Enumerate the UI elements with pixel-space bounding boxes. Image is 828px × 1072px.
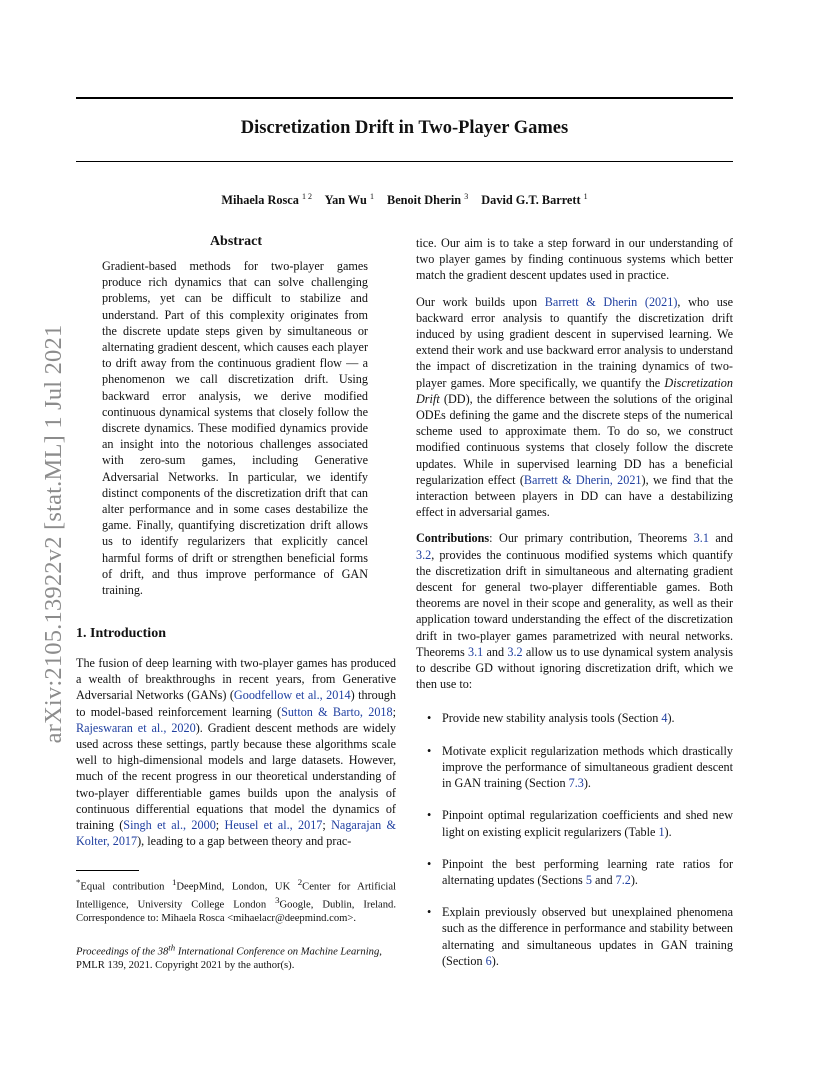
theorem-link[interactable]: 3.2 [507, 644, 523, 659]
paragraph [76, 655, 396, 865]
paragraph-text: ), we find that the interaction between players in DD can have a destabilizing effect in adversarial games. [416, 472, 733, 520]
paragraph-text: , provides the continuous modified systems which quantify the discretization drift in simultaneous and alternating gradient descent for general two-player differentiable games. Both theorems are novel in their scope and generality, as well as their application toward understanding the effect of the discretization drift in two-player games parametrized with neural networks. Theorems [416, 547, 733, 659]
theorem-link[interactable]: 3.2 [416, 547, 432, 562]
right-column [416, 235, 733, 985]
list-item-text: ). [583, 776, 591, 791]
paragraph-text: and [483, 644, 508, 659]
arxiv-identifier: arXiv:2105.13922v2 [stat.ML] 1 Jul 2021 [40, 324, 67, 744]
theorem-link[interactable]: 3.1 [693, 531, 709, 546]
paragraph-text: ; [322, 818, 332, 833]
citation-link[interactable]: Heusel et al., 2017 [224, 818, 323, 833]
footnote-text: Equal contribution [80, 881, 172, 893]
list-item-text: ). [630, 872, 638, 887]
proceedings-sup: th [168, 942, 176, 952]
paragraph-text: , who use backward error analysis to quantify the discretization drift induced by using gradient descent in supervised learning. We extend their work and use backward error analysis to understand the impact of discretization in the training dynamics of two-player games. More specifically, we quantify the [416, 294, 733, 390]
list-item [416, 904, 733, 969]
emphasized-term: Discretization Drift [416, 375, 733, 406]
footnote-mark: 1 [171, 877, 177, 887]
section-link[interactable]: 7.3 [568, 776, 584, 791]
paragraph-text: : Our primary contribution, Theorems [489, 531, 694, 546]
paper-title: Discretization Drift in Two-Player Games [240, 118, 569, 138]
section-link[interactable]: 4 [661, 711, 668, 726]
paragraph [416, 235, 733, 284]
author-name: David G.T. Barrett [481, 193, 581, 208]
title-bottom-rule [76, 161, 733, 162]
footnote-text: Google, Dublin, Ireland. Correspondence to: Mihaela Rosca <mihaelacr@deepmind.com>. [76, 899, 396, 925]
citation-link[interactable]: Nagarajan & Kolter, 2017 [76, 818, 396, 849]
abstract-heading: Abstract [209, 234, 263, 249]
paragraph-text: The fusion of deep learning with two-player games has produced a wealth of breakthroughs in recent years, from Generative Adversarial Networks (GANs) ( [76, 656, 396, 703]
citation-link[interactable]: Barrett & Dherin, 2021 [523, 472, 642, 487]
section-link[interactable]: 6 [485, 953, 492, 968]
list-item [416, 710, 733, 726]
citation-link[interactable]: Sutton & Barto, 2018 [281, 704, 393, 719]
section-link[interactable]: 1 [658, 824, 665, 839]
list-item-text: ). [664, 824, 672, 839]
paragraph-text: ; [215, 818, 225, 833]
contribution-list [416, 710, 733, 968]
list-item-text: and [591, 872, 616, 887]
section-link[interactable]: 5 [585, 872, 592, 887]
proceedings-text: Proceedings of the 38 [76, 946, 169, 958]
footnote-mark: 3 [275, 895, 280, 906]
paragraph [416, 294, 733, 521]
author-list [76, 192, 733, 208]
paragraph-text: Our work builds upon [416, 294, 545, 309]
proceedings-note [76, 941, 396, 973]
author-affiliation: 3 [464, 192, 469, 201]
paragraph-text: allow us to use dynamical system analysis to describe GD without ignoring discretization drift, which we then use to: [416, 644, 733, 692]
author-name: Yan Wu [324, 193, 367, 208]
section-heading: 1. Introduction [76, 626, 166, 641]
author-name: Mihaela Rosca [221, 193, 299, 208]
top-rule [76, 97, 733, 99]
paragraph-text: ). Gradient descent methods are widely used across these settings, partly because these algorithms scale well to high-dimensional models and large datasets. However, much of the recent progress in our theoretical understanding of two-player differentiable games builds upon the analysis of continuous differential equations that model the dynamics of training ( [76, 720, 396, 833]
footnote-mark: * [76, 877, 81, 887]
proceedings-text: International Conference on Machine Learning [175, 946, 380, 958]
footnote-text: Center for Artificial Intelligence, University College London [76, 881, 396, 911]
list-item [416, 743, 733, 792]
paragraph-text: ), leading to a gap between theory and prac- [137, 834, 352, 849]
author-affiliation: 1 [369, 192, 374, 201]
list-item-text: Provide new stability analysis tools (Section [442, 711, 662, 726]
footnote-mark: 2 [297, 877, 303, 887]
footnote-rule [76, 870, 139, 871]
list-item-text: Motivate explicit regularization methods which drastically improve the performance of simultaneous gradient descent in GAN training (Section [442, 743, 733, 791]
list-item [416, 856, 733, 888]
list-item-text: Pinpoint optimal regularization coefficients and shed new light on existing explicit regularizers (Table [442, 808, 733, 839]
proceedings-text: , PMLR 139, 2021. Copyright 2021 by the author(s). [76, 946, 382, 972]
author-affiliation: 1 [583, 192, 588, 201]
section-link[interactable]: 7.2 [615, 872, 631, 887]
author-name: Benoit Dherin [387, 193, 462, 208]
list-item [416, 807, 733, 839]
footnote-text: DeepMind, London, UK [176, 881, 298, 893]
list-item-text: ). [491, 953, 499, 968]
citation-link[interactable]: Singh et al., 2000 [123, 818, 216, 833]
paragraph [416, 530, 733, 692]
list-item-text: ). [667, 711, 675, 726]
citation-link[interactable]: Barrett & Dherin (2021) [544, 294, 678, 309]
list-item-text: Pinpoint the best performing learning rate ratios for alternating updates (Sections [442, 856, 733, 887]
citation-link[interactable]: Goodfellow et al., 2014 [233, 688, 351, 703]
author-affiliation: 1 2 [301, 192, 312, 201]
theorem-link[interactable]: 3.1 [468, 644, 484, 659]
paragraph-text: tice. Our aim is to take a step forward in our understanding of two player games by finding continuous systems which better match the gradient descent updates used in practice. [416, 236, 733, 283]
citation-link[interactable]: Rajeswaran et al., 2020 [76, 720, 196, 735]
paragraph-text: and [708, 531, 733, 546]
intro-paragraph-1-part-a [76, 655, 396, 865]
list-item-text: Explain previously observed but unexplained phenomena such as the difference in performance and stability between alternating and simultaneous updates in GAN training (Section [442, 905, 733, 968]
contributions-label: Contributions [416, 531, 490, 546]
paragraph-text: ) through to model-based reinforcement learning ( [76, 688, 396, 719]
footnote [76, 876, 396, 926]
abstract-text: Gradient-based methods for two-player games produce rich dynamics that can solve challenging problems, yet can be difficult to stabilize and understand. Part of this complexity originates from the discrete update steps given by simultaneous or alternating gradient descent, which causes each player to drift away from the continuous gradient flow — a phenomenon we call discretization drift. Using backward error analysis, we derive modified continuous dynamical systems that closely follow the discrete dynamics. These modified dynamics provide an insight into the notorious challenges associated with zero-sum games, including Generative Adversarial Networks. In particular, we identify distinct components of the discretization drift that can alter performance and in some cases destabilize the game. Finally, quantifying discretization drift allows us to identify regularizers that explicitly cancel harmful forms of drift or strengthen beneficial forms of drift, and thus improve performance of GAN training. [102, 259, 368, 598]
paragraph-text: (DD), the difference between the solutions of the original ODEs defining the game and the discrete steps of the numerical scheme used to approximate them. To do so, we construct modified continuous systems that closely follow the discrete updates. While in supervised learning DD has a beneficial regularization effect ( [416, 391, 733, 487]
paragraph-text: ; [392, 704, 396, 719]
